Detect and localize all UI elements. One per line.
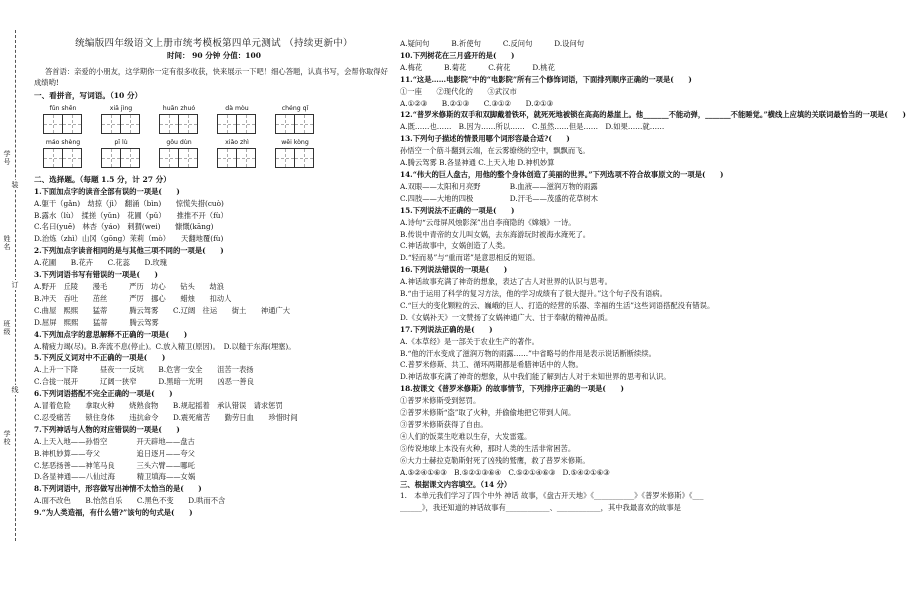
question-line: D.神话故事充满了神奇的想象，从中我们能了解到古人对于未知世界的思考和认识。	[400, 372, 671, 382]
pinyin-item	[44, 104, 82, 134]
pinyin-label: xiā jìng	[109, 104, 133, 112]
question-line: ③普罗米修斯获得了自由。	[400, 420, 488, 429]
question-line: A.精疲力竭(尽)。B.奔流不息(停止)。C.放入精卫(原因)。 D.以糙于东海(埋塞)。	[34, 341, 296, 351]
character-box[interactable]	[101, 148, 121, 168]
pinyin-label: gǒu dùn	[166, 138, 192, 146]
question-stem: 14.“伟大的巨人盘古，用他的整个身体创造了美丽的世界。”下列选项不符合故事原文的一项是( )	[400, 169, 724, 179]
page-title: 统编版四年级语文上册市统考模板第四单元测试 （持续更新中）	[75, 38, 353, 49]
question-line: A.腾云驾雾 B.各显神通 C.上天入地 D.神机妙算	[400, 158, 555, 168]
question-line: D.治炼（zhì）山冈（gōng）茉莉（mò） 天翻地覆(fù)	[34, 234, 224, 244]
question-line: A.躯干（gǎn) 劫掠（jì） 翻涌（bìn) 惊慌失措(cuò)	[34, 198, 224, 208]
question-stem: 15.下列说法不正确的一项是( )	[400, 205, 515, 215]
pinyin-label: xiǎo zhì	[225, 138, 249, 146]
character-box[interactable]	[178, 114, 198, 134]
pinyin-label: máo shèng	[45, 138, 81, 146]
question-stem: 2.下列加点字读音相同的是与其他三项不同的一项是( )	[34, 246, 224, 256]
question-line: C.普罗米修斯、共工、循环两期都是希腊神话中的人物。	[400, 360, 583, 370]
question-line: ①一座 ②现代化的 ③武汉市	[400, 86, 517, 96]
question-stem: 8.下列词语中，形容做写出神情不太恰当的是( )	[34, 484, 202, 494]
question-line: C.合拢一展开 辽阔一狭窄 D.黑暗一光明 凶恶一善良	[34, 377, 254, 387]
pinyin-item	[160, 104, 198, 134]
character-box[interactable]	[43, 148, 63, 168]
question-stem: 1.下面加点字的读音全部有误的一项是( )	[34, 186, 180, 196]
pinyin-item	[218, 104, 256, 134]
question-stem: 12.“普罗米修斯的双手和双脚戴着铁环，就死死地被锁在高高的悬崖上。他_______不能动弹，_______不能睡觉。”横线上应填的关联词最恰当的一项是( )	[400, 110, 906, 120]
question-stem: 6.下列词语搭配不完全正确的一项是( )	[34, 389, 173, 399]
field-student-id: 学号	[3, 150, 11, 166]
section-2-questions	[34, 186, 394, 519]
question-line: C.“巨大的变化颗粒的云、巍峨的巨人、打造的经营的乐器、幸福的生活”这些词语搭配没有错误。	[400, 300, 715, 310]
pinyin-row-1	[44, 104, 394, 134]
character-box[interactable]	[236, 114, 256, 134]
character-box[interactable]	[217, 114, 237, 134]
question-line: C.惩恶扬善——神笔马良 三头六臂——哪吒	[34, 460, 195, 470]
left-column	[34, 0, 394, 561]
character-box[interactable]	[275, 114, 295, 134]
question-line: C.忍受痛苦 锁住身体 违抗命令 D.震死痛苦 勤劳日血 珍惜时间	[34, 412, 298, 422]
binding-mark-zhuang: 装	[11, 181, 19, 189]
pinyin-item	[44, 138, 82, 168]
question-line: ______》，我还知道的神话故事有____________、____________，其中我最喜欢的故事是	[400, 503, 681, 513]
question-line: B.神机妙算——夸父 追日逐月——夸父	[34, 448, 195, 458]
character-box[interactable]	[294, 148, 314, 168]
character-box[interactable]	[217, 148, 237, 168]
field-name: 姓名	[3, 235, 11, 251]
pinyin-label: pī lù	[114, 138, 128, 146]
question-line: B.“由于运用了科学的复习方法，他的学习成绩有了很大提升。”这个句子没有语病。	[400, 289, 667, 299]
question-line: ②普罗米修斯“盗”取了火种，并偷偷地把它带到人间。	[400, 408, 576, 418]
question-line: C.曲屋 熙熙 猛蒂 腾云驾雾 C.辽阔 往运 街土 神通广大	[34, 305, 291, 315]
pinyin-item	[102, 138, 140, 168]
question-stem: 4.下列加点字的意思解释不正确的一项是( )	[34, 329, 188, 339]
character-box[interactable]	[275, 148, 295, 168]
question-line: A.上升一下降 昼夜一一反坑 B.危害一安全 沮苦一表扬	[34, 365, 254, 375]
question-line: D.屈屏 熙熙 猛蒂 腾云驾雾	[34, 317, 159, 327]
character-box[interactable]	[120, 114, 140, 134]
question-line: A.野开 丘陵 漫毛 严历 坊心 钻头 劫浪	[34, 281, 225, 291]
question-line: A.既……也…… B.因为……所以…… C.虽然……但是…… D.如果……就……	[400, 122, 665, 132]
character-box[interactable]	[159, 148, 179, 168]
question-stem: 9.“为人类造福，有什么错?”该句的句式是( )	[34, 508, 193, 518]
question-stem: 13.下列句子描述的情景用哪个词形容最合适?( )	[400, 134, 570, 144]
pinyin-item	[102, 104, 140, 134]
writing-boxes[interactable]	[276, 148, 314, 168]
question-line: ⑤传说地球上本没有火种，那时人类的生活非常困苦。	[400, 443, 576, 453]
question-stem: 三、根据课文内容填空。（14 分）	[400, 479, 512, 489]
question-line: B.“他的汗水变成了滋润万物的雨露……”中省略号的作用是表示说话断断续续。	[400, 348, 656, 358]
question-line: A.诗句“云母屏风烛影深”出自李商隐的《嫦娥》一诗。	[400, 217, 576, 227]
character-box[interactable]	[43, 114, 63, 134]
question-stem: 16.下列说法错误的一项是( )	[400, 265, 508, 275]
writing-boxes[interactable]	[44, 114, 82, 134]
question-stem: 18.按课文《普罗米修斯》的故事情节，下列排序正确的一项是( )	[400, 384, 624, 394]
pinyin-item	[160, 138, 198, 168]
character-box[interactable]	[294, 114, 314, 134]
writing-boxes[interactable]	[218, 114, 256, 134]
question-line: ⑥大力士赫拉克勒斯射死了凶残的鹫鹰，救了普罗米修斯。	[400, 455, 590, 465]
question-stem: 10.下列树花在三月盛开的是( )	[400, 50, 515, 60]
question-line: A.双眼——太阳和月亮野 B.血液——滋润万物的雨露	[400, 181, 598, 191]
question-stem: 11.“这是……电影院”中的“电影院”所有三个修饰词语，下面排列顺序正确的一项是( )	[400, 74, 692, 84]
pinyin-label: huān zhuó	[162, 104, 196, 112]
pinyin-label: fǔn shēn	[49, 104, 77, 112]
pinyin-row-2	[44, 138, 394, 168]
character-box[interactable]	[120, 148, 140, 168]
question-stem: 3.下列词语书写有错误的一项是( )	[34, 270, 158, 280]
question-line: ④人们的饭菜生吃难以生存，大发雷霆。	[400, 431, 532, 441]
binding-mark-xian: 线	[11, 386, 19, 394]
question-line: D.“轻而易”与“重而诺”是意思相反的短语。	[400, 253, 540, 263]
right-column	[400, 38, 906, 599]
writing-boxes[interactable]	[276, 114, 314, 134]
question-stem: 5.下列反义词对中不正确的一项是( )	[34, 353, 166, 363]
writing-boxes[interactable]	[218, 148, 256, 168]
question-line: A.神话故事充满了神奇的想象，表达了古人对世界的认识与思考。	[400, 277, 612, 287]
pinyin-item	[276, 138, 314, 168]
character-box[interactable]	[101, 114, 121, 134]
writing-boxes[interactable]	[44, 148, 82, 168]
section-1-title: 一、看拼音，写词语。（10 分）	[34, 90, 143, 100]
question-line: C.四肢——大地的四极 D.汗毛——茂盛的花草树木	[400, 193, 598, 203]
pinyin-label: chéng qǐ	[281, 104, 309, 112]
question-stem: 17.下列说法正确的是( )	[400, 324, 493, 334]
question-line: A.疑问句 B.祈使句 C.反问句 D.设问句	[400, 39, 585, 48]
question-line: A.《本草经》是一部关于农业生产的著作。	[400, 336, 539, 346]
question-line: A.梅花 B.菊花 C.荷花 D.桃花	[400, 62, 555, 72]
question-line: C.名曰(yuē) 林杏（yáo) 刺猬(wei) 慷慨(kāng)	[34, 222, 214, 232]
character-box[interactable]	[62, 148, 82, 168]
question-line: B.露水（lù） 揉搓（yǔn) 花圃（pǔ） 推推不开（fù）	[34, 210, 228, 220]
question-line: A.面不改色 B.怡然自乐 C.黑色不变 D.哄而不含	[34, 496, 226, 506]
question-line: C.神话故事中，女娲创造了人类。	[400, 241, 510, 251]
writing-boxes[interactable]	[160, 148, 198, 168]
writing-boxes[interactable]	[102, 114, 140, 134]
question-line: A.花圃 B.花卉 C.花蕊 D.玫瑰	[34, 258, 167, 268]
pinyin-item	[276, 104, 314, 134]
question-line: A.冒着危险 拿取火种 烧熟食物 B.规起摇着 承认错误 请求惩罚	[34, 401, 283, 411]
right-questions	[400, 38, 906, 514]
pinyin-label: wēi kòng	[281, 138, 309, 146]
question-line: B.传说中青帝的女儿叫女娲，去东海游玩时被海水淹死了。	[400, 229, 591, 239]
character-box[interactable]	[236, 148, 256, 168]
field-school: 学校	[3, 430, 11, 446]
character-box[interactable]	[62, 114, 82, 134]
exam-meta: 时间： 90 分钟 分值：100	[167, 50, 261, 60]
question-line: 1. 本单元我们学习了四个中外 神话 故事，《盘古开天地》《___________》《普罗米修斯》《___	[400, 491, 704, 501]
question-line: B.冲天 吞吐 茁丝 严厉 挪心 蜡烛 扣动人	[34, 293, 232, 303]
field-class: 班级	[3, 320, 11, 336]
character-box[interactable]	[178, 148, 198, 168]
section-2-title: 二、选择题。（每题 1.5 分，计 27 分）	[34, 174, 171, 184]
question-line: D.各显神通——八仙过海 精卫填海——女娲	[34, 472, 196, 482]
writing-boxes[interactable]	[102, 148, 140, 168]
question-line: A.①②③ B.②①③ C.③①② D.②①③	[400, 98, 554, 108]
exam-intro: 答首语：亲爱的小朋友，这学期你一定有很多收获，快来展示一下吧！细心答题，认真书写，会帮你取得好成绩哟!	[34, 66, 388, 87]
writing-boxes[interactable]	[160, 114, 198, 134]
question-line: D.《女娲补天》一文赞扬了女娲神通广大、甘于奉献的精神品质。	[400, 312, 613, 322]
binding-mark-ding: 订	[11, 281, 19, 289]
question-line: 孙悟空一个筋斗翻到云端，在云雾缭绕的空中，飘飘而飞。	[400, 146, 590, 156]
question-line: A.上天入地——孙悟空 开天辟地——盘古	[34, 436, 195, 446]
binding-margin	[0, 0, 30, 561]
pinyin-item	[218, 138, 256, 168]
question-line: A.⑤②④①⑥③ B.⑤②①③⑥④ C.⑤②①④⑥③ D.⑤④②①⑥③	[400, 467, 610, 477]
question-stem: 7.下列神话与人物的对应错误的一项是( )	[34, 424, 180, 434]
question-line: ①普罗米修斯受到惩罚。	[400, 396, 481, 406]
pinyin-label: dà mòu	[225, 104, 249, 112]
character-box[interactable]	[159, 114, 179, 134]
